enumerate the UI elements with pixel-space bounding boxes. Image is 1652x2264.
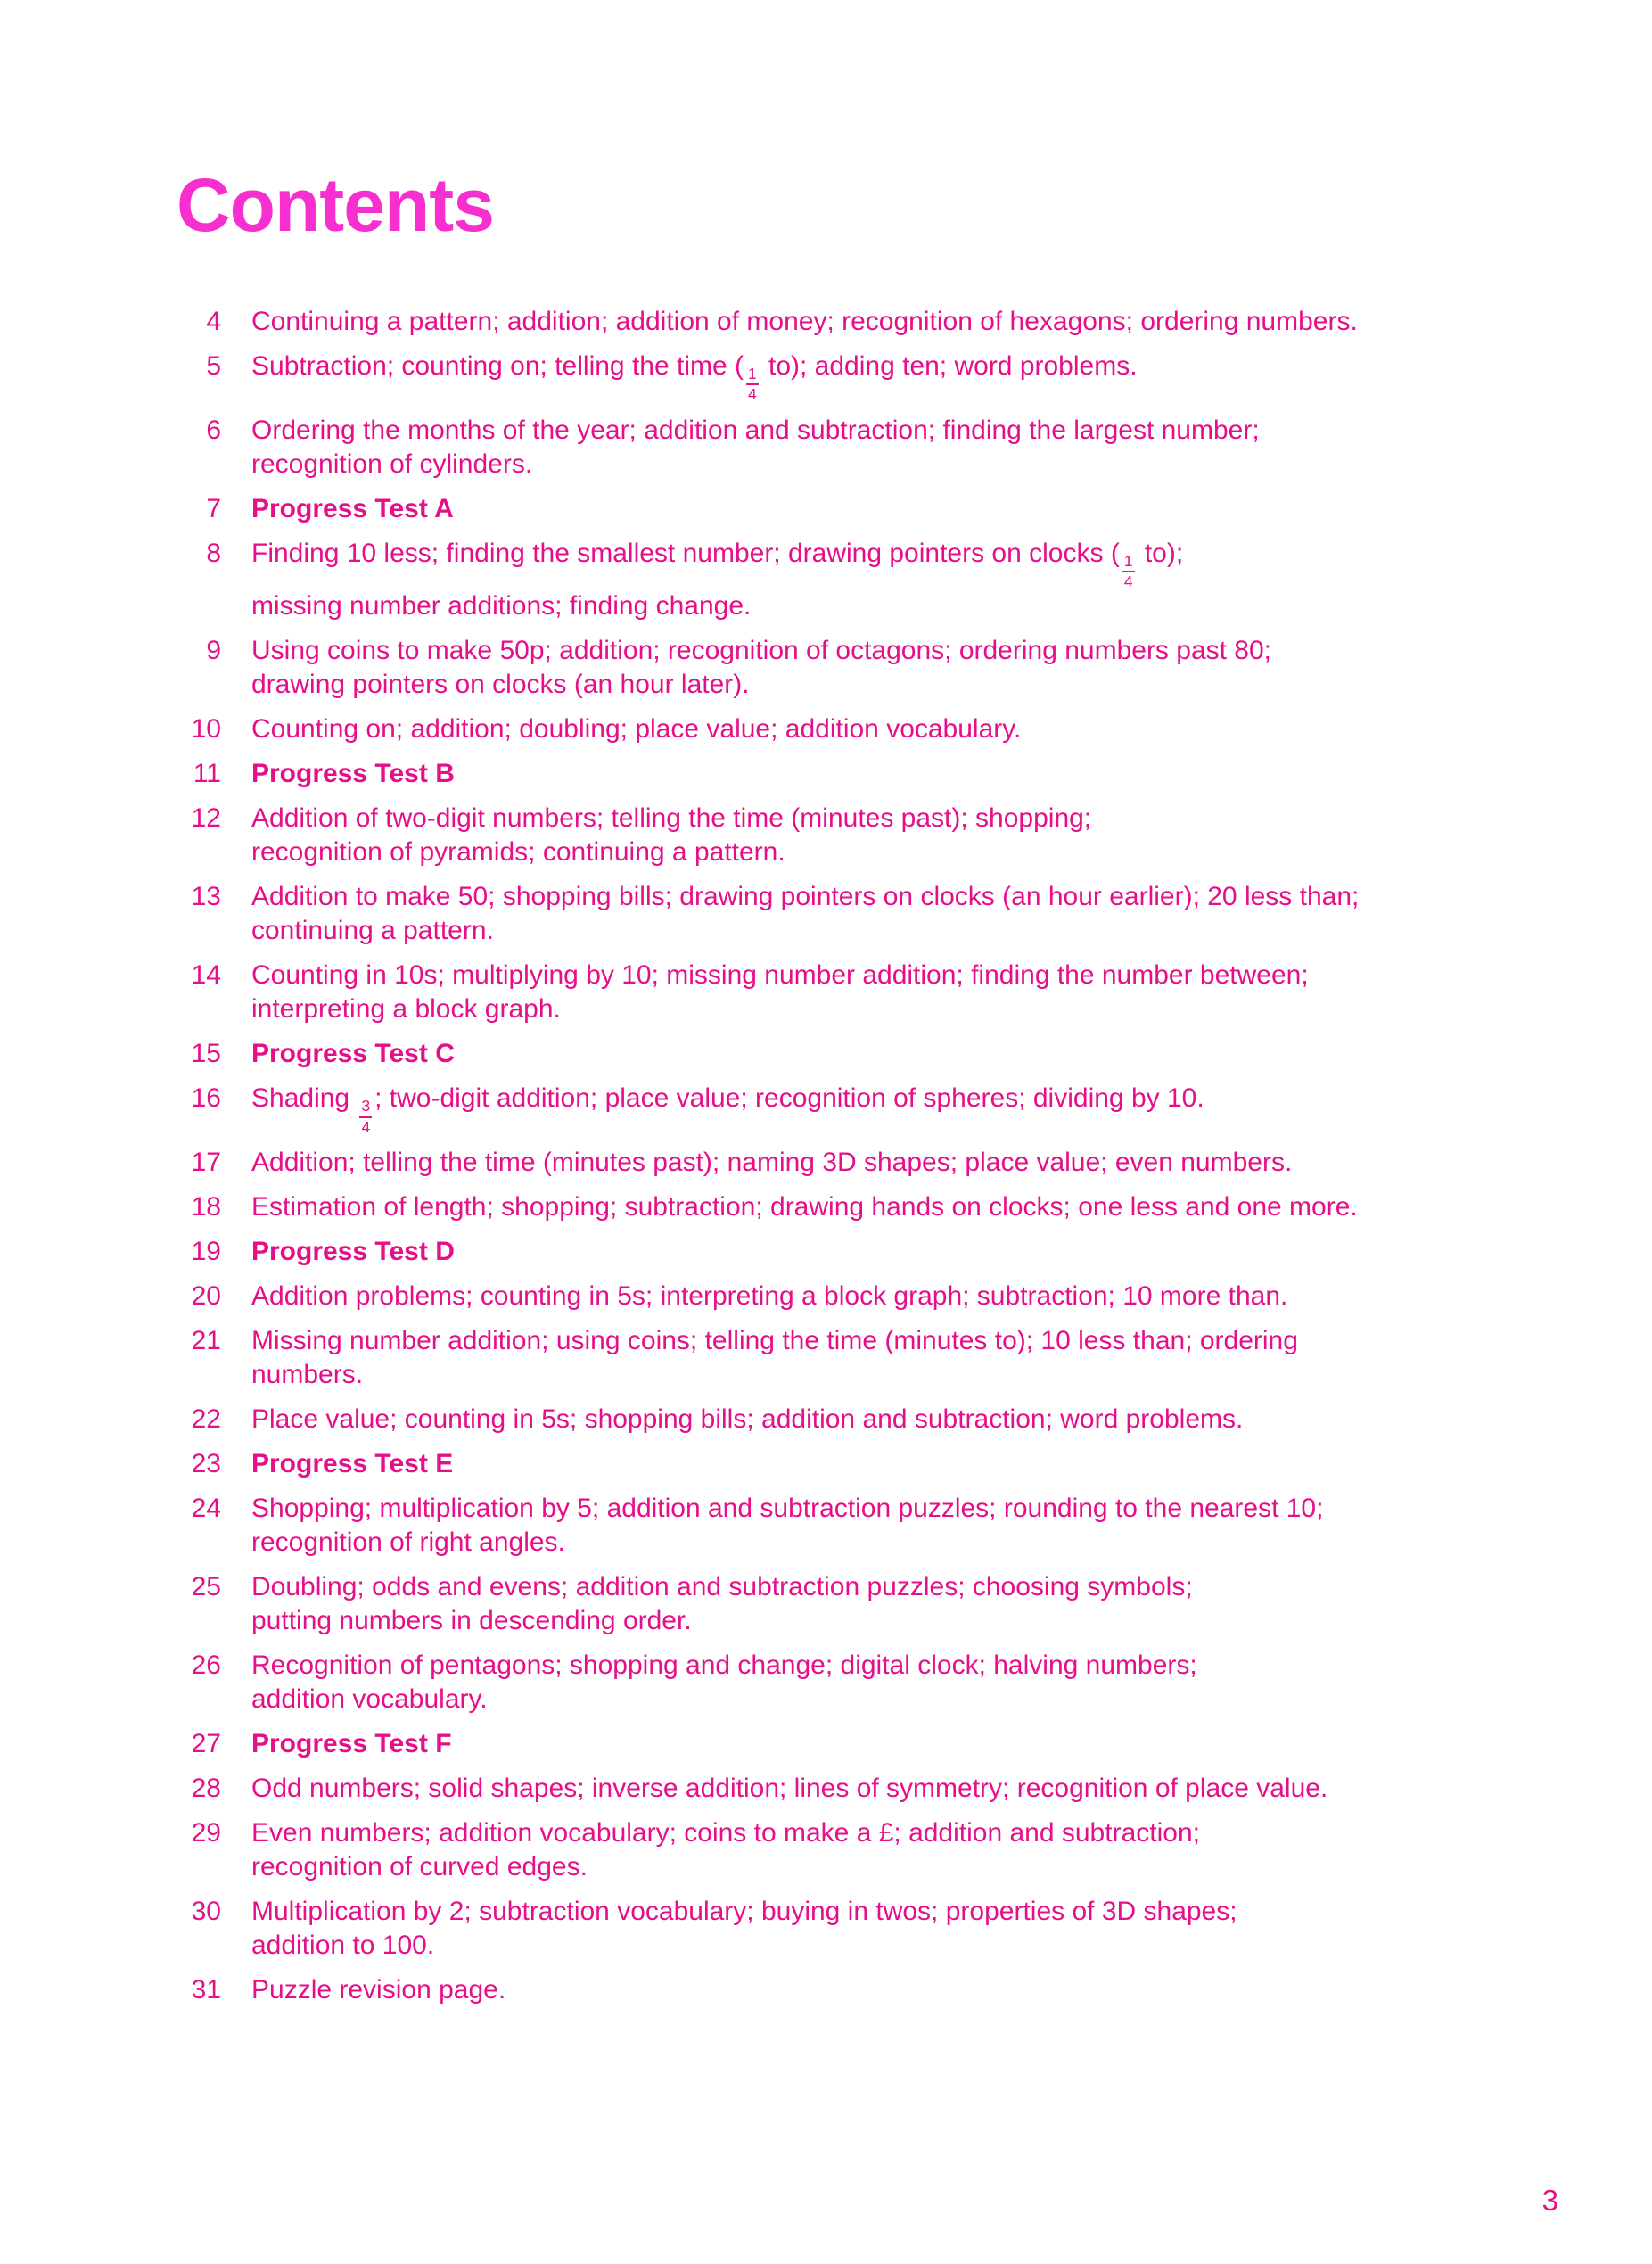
toc-entry-line: Multiplication by 2; subtraction vocabulary; buying in twos; properties of 3D shapes; <box>251 1897 1237 1927</box>
toc-entry-line: recognition of curved edges. <box>251 1852 588 1882</box>
toc-entry-line: Ordering the months of the year; addition and subtraction; finding the largest number; <box>251 415 1260 445</box>
toc-entry-text <box>251 1772 1327 1806</box>
page-number: 3 <box>1541 2184 1558 2217</box>
toc-entry <box>178 1649 1587 1717</box>
toc-entry-page-number: 11 <box>193 759 221 789</box>
toc-entry-line: Progress Test E <box>251 1449 454 1479</box>
toc-entry-page-number: 25 <box>191 1572 221 1602</box>
toc-entry-line: Counting on; addition; doubling; place value; addition vocabulary. <box>251 714 1022 745</box>
toc-entry-line: drawing pointers on clocks (an hour later). <box>251 670 750 700</box>
fraction-icon <box>359 1099 372 1135</box>
toc-entry-text <box>251 634 1271 702</box>
toc-entry-text <box>251 880 1359 948</box>
fraction-denominator: 4 <box>361 1117 371 1136</box>
toc-entry-page-number: 24 <box>191 1494 221 1524</box>
toc-entry <box>178 1082 1587 1135</box>
toc-entry <box>178 1403 1587 1437</box>
toc-entry-line: Estimation of length; shopping; subtraction; drawing hands on clocks; one less and one more. <box>251 1192 1358 1223</box>
toc-entry-page-number: 13 <box>191 882 221 912</box>
toc-entry-line: Addition to make 50; shopping bills; drawing pointers on clocks (an hour earlier); 20 less than; <box>251 882 1360 912</box>
fraction-denominator: 4 <box>1123 572 1133 590</box>
toc-entry-page-number: 5 <box>206 351 221 381</box>
toc-entry-line: Puzzle revision page. <box>251 1975 506 2005</box>
toc-entry <box>178 1447 1587 1481</box>
toc-entry-line: recognition of right angles. <box>251 1527 565 1558</box>
toc-entry-page-number: 26 <box>191 1651 221 1681</box>
toc-entry <box>178 1324 1587 1392</box>
toc-entry-line: Progress Test F <box>251 1729 452 1759</box>
toc-entry-page-number: 29 <box>191 1818 221 1848</box>
toc-entry <box>178 1280 1587 1313</box>
toc-entry <box>178 492 1587 526</box>
toc-entry <box>178 1772 1587 1806</box>
toc-entry-line: continuing a pattern. <box>251 916 494 946</box>
toc-entry-line: Addition; telling the time (minutes past); naming 3D shapes; place value; even numbers. <box>251 1148 1293 1178</box>
toc-entry-page-number: 22 <box>191 1404 221 1435</box>
toc-entry-page-number: 17 <box>191 1148 221 1178</box>
toc-entry-line: interpreting a block graph. <box>251 994 561 1025</box>
toc-entry-text <box>251 1973 505 2007</box>
toc-entry-line: Counting in 10s; multiplying by 10; missing number addition; finding the number between; <box>251 960 1309 991</box>
toc-entry-line: Subtraction; counting on; telling the time ( $\frac{1}{4}$ to); adding ten; word problems. <box>251 351 1138 404</box>
toc-entry-text <box>251 1895 1237 1963</box>
toc-entry-text <box>251 1190 1358 1224</box>
toc-entry <box>178 1727 1587 1761</box>
toc-entry-page-number: 27 <box>191 1729 221 1759</box>
toc-entry-text <box>251 802 1091 869</box>
toc-entry-text <box>251 1492 1323 1560</box>
toc-entry <box>178 880 1587 948</box>
toc-entry-page-number: 21 <box>191 1326 221 1356</box>
toc-entry-text <box>251 1146 1292 1180</box>
toc-entry-text <box>251 712 1021 746</box>
toc-entry-line: Addition problems; counting in 5s; interpreting a block graph; subtraction; 10 more than. <box>251 1281 1288 1312</box>
toc-entry-page-number: 19 <box>191 1237 221 1267</box>
toc-entry-page-number: 4 <box>206 307 221 336</box>
toc-entry-text <box>251 1235 455 1269</box>
toc-entry-page-number: 16 <box>191 1083 221 1114</box>
toc-entry-line: Place value; counting in 5s; shopping bills; addition and subtraction; word problems. <box>251 1404 1244 1435</box>
toc-entry-page-number: 10 <box>191 714 221 745</box>
toc-entry-text <box>251 1037 455 1071</box>
toc-entry-page-number: 20 <box>191 1281 221 1312</box>
toc-entry-line: recognition of cylinders. <box>251 449 533 479</box>
toc-entry-page-number: 15 <box>191 1039 221 1069</box>
fraction-icon <box>1122 551 1135 590</box>
toc-entry-text <box>251 1324 1298 1392</box>
toc-entry-page-number: 30 <box>191 1897 221 1927</box>
toc-entry-line: Using coins to make 50p; addition; recognition of octagons; ordering numbers past 80; <box>251 636 1272 666</box>
toc-entry <box>178 712 1587 746</box>
toc-entry-line: Progress Test C <box>251 1039 455 1069</box>
toc-entry-page-number: 23 <box>191 1449 221 1479</box>
toc-entry-page-number: 7 <box>206 493 221 523</box>
toc-entry-line: Progress Test A <box>251 493 454 523</box>
toc-entry-line: Addition of two-digit numbers; telling the time (minutes past); shopping; <box>251 803 1092 834</box>
toc-entry-line: recognition of pyramids; continuing a pattern. <box>251 837 785 868</box>
toc-entry-text <box>251 414 1260 482</box>
toc-entry-line: Doubling; odds and evens; addition and subtraction puzzles; choosing symbols; <box>251 1572 1193 1602</box>
toc-entry <box>178 537 1587 624</box>
fraction-denominator: 4 <box>747 385 757 404</box>
toc-entry-line: numbers. <box>251 1360 364 1390</box>
toc-entry-text <box>251 305 1358 339</box>
toc-entry-page-number: 14 <box>191 960 221 991</box>
fraction-numerator: 1 <box>746 366 759 385</box>
fraction-numerator: 1 <box>1122 554 1135 572</box>
toc-entry-text <box>251 959 1309 1026</box>
toc-entry-line: addition vocabulary. <box>251 1684 488 1715</box>
toc-entry-text <box>251 1280 1287 1313</box>
toc-entry <box>178 305 1587 339</box>
table-of-contents <box>178 305 1587 2018</box>
toc-entry-page-number: 12 <box>191 803 221 834</box>
toc-entry-line: Odd numbers; solid shapes; inverse addition; lines of symmetry; recognition of place value. <box>251 1774 1328 1804</box>
toc-entry-line: Finding 10 less; finding the smallest number; drawing pointers on clocks ( $\frac{1}{4}$ to); <box>251 538 1184 590</box>
toc-entry-line: Shading $\frac{3}{4}$ ; two-digit addition; place value; recognition of spheres; dividing by 10. <box>251 1083 1204 1136</box>
toc-entry-text <box>251 757 455 791</box>
toc-entry-line: putting numbers in descending order. <box>251 1606 692 1636</box>
toc-entry-line: Missing number addition; using coins; telling the time (minutes to); 10 less than; ordering <box>251 1326 1298 1356</box>
toc-entry-line: missing number additions; finding change. <box>251 591 752 622</box>
toc-entry <box>178 1570 1587 1638</box>
toc-entry-text <box>251 1403 1243 1437</box>
toc-entry-page-number: 18 <box>191 1192 221 1223</box>
toc-entry-page-number: 31 <box>191 1975 221 2005</box>
toc-entry-page-number: 8 <box>206 538 221 568</box>
toc-entry-text <box>251 1447 453 1481</box>
toc-entry-page-number: 9 <box>206 636 221 666</box>
toc-entry-line: Shopping; multiplication by 5; addition and subtraction puzzles; rounding to the nearest 10; <box>251 1494 1324 1524</box>
fraction-numerator: 3 <box>359 1099 372 1117</box>
toc-entry-text <box>251 537 1183 624</box>
toc-entry <box>178 1235 1587 1269</box>
toc-entry <box>178 1037 1587 1071</box>
toc-entry <box>178 1190 1587 1224</box>
toc-entry-text <box>251 1727 452 1761</box>
toc-entry <box>178 414 1587 482</box>
toc-entry <box>178 802 1587 869</box>
fraction-icon <box>746 366 759 403</box>
toc-entry <box>178 634 1587 702</box>
toc-entry-text <box>251 350 1138 403</box>
toc-entry-text <box>251 1082 1204 1135</box>
toc-entry <box>178 959 1587 1026</box>
toc-entry-line: Even numbers; addition vocabulary; coins to make a £; addition and subtraction; <box>251 1818 1200 1848</box>
toc-entry-text <box>251 492 454 526</box>
toc-entry-line: Progress Test D <box>251 1237 455 1267</box>
toc-entry-text <box>251 1570 1193 1638</box>
toc-entry-line: Progress Test B <box>251 759 455 789</box>
toc-entry-line: Continuing a pattern; addition; addition of money; recognition of hexagons; ordering numbers. <box>251 307 1358 336</box>
toc-entry-page-number: 28 <box>191 1774 221 1804</box>
toc-entry <box>178 1973 1587 2007</box>
toc-entry <box>178 1816 1587 1884</box>
toc-entry <box>178 1492 1587 1560</box>
toc-entry-text <box>251 1816 1200 1884</box>
toc-entry-line: addition to 100. <box>251 1931 435 1961</box>
toc-entry <box>178 1146 1587 1180</box>
toc-entry <box>178 350 1587 403</box>
toc-entry <box>178 757 1587 791</box>
page-title: Contents <box>177 163 494 247</box>
toc-entry <box>178 1895 1587 1963</box>
toc-entry-page-number: 6 <box>206 415 221 445</box>
toc-entry-text <box>251 1649 1197 1717</box>
toc-entry-line: Recognition of pentagons; shopping and change; digital clock; halving numbers; <box>251 1651 1197 1681</box>
